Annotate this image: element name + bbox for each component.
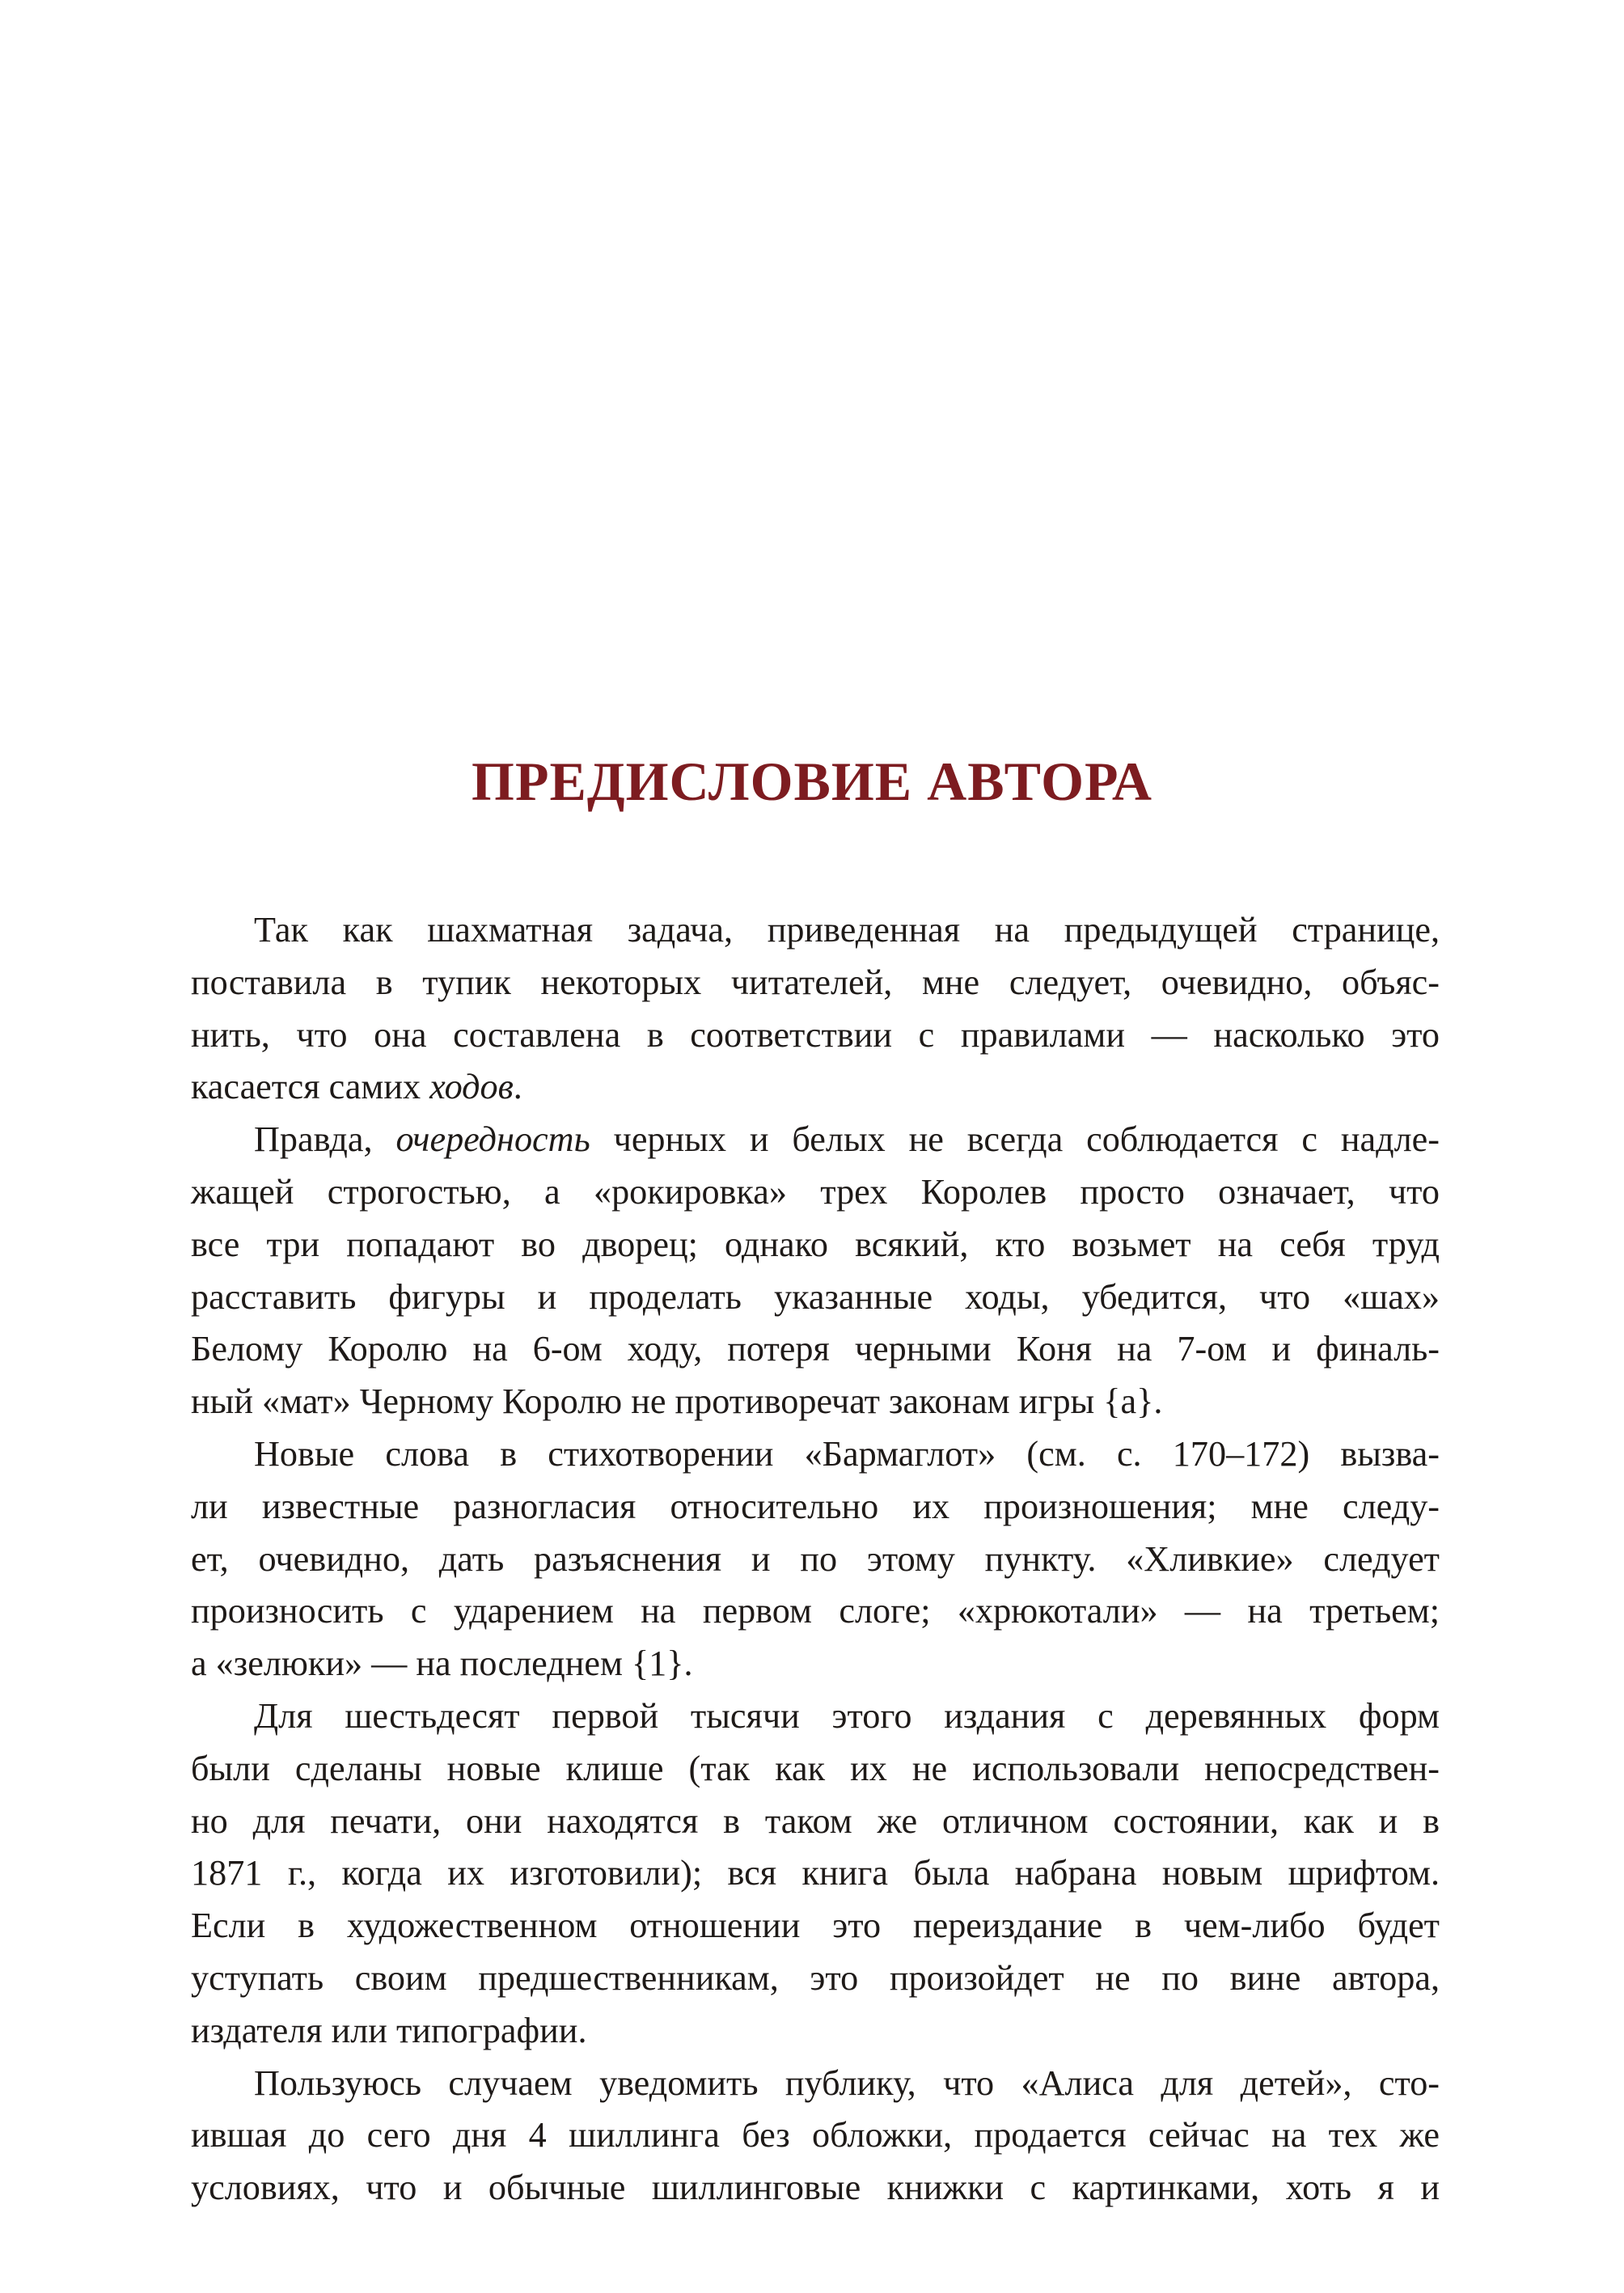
text-line: Так как шахматная задача, приведенная на предыдущей странице, xyxy=(254,910,1440,950)
text-line: Для шестьдесят первой тысячи этого издания с деревянных форм xyxy=(254,1695,1440,1736)
text-line: Если в художественном отношении это переиздание в чем-либо будет xyxy=(191,1906,1440,1946)
text-segment: Правда, xyxy=(254,1119,373,1160)
text-line: Новые слова в стихотворении «Бармаглот» (см. с. 170–172) вызва- xyxy=(254,1433,1440,1474)
text-line: издателя или типографии. xyxy=(191,2010,587,2050)
text-line: ет, очевидно, дать разъяснения и по этому пункту. «Хливкие» следует xyxy=(191,1538,1440,1579)
text-line: произносить с ударением на первом слоге; «хрюкотали» — на третьем; xyxy=(191,1591,1440,1631)
text-line: но для печати, они находятся в таком же отличном состоянии, как и в xyxy=(191,1800,1440,1841)
preface-body xyxy=(191,904,1440,2215)
text-line: ли известные разногласия относительно их произношения; мне следу- xyxy=(191,1486,1440,1526)
text-line xyxy=(191,1114,1440,1166)
text-line: поставила в тупик некоторых читателей, мне следует, очевидно, объяс- xyxy=(191,962,1440,1002)
text-segment: черных и белых не всегда соблюдается с надле- xyxy=(613,1119,1440,1160)
text-line: нить, что она составлена в соответствии с правилами — насколько это xyxy=(191,1014,1440,1055)
text-line xyxy=(191,1061,1440,1114)
emphasis-text: очередность xyxy=(395,1119,590,1160)
text-line: уступать своим предшественникам, это произойдет не по вине автора, xyxy=(191,1957,1440,1998)
text-line: а «зелюки» — на последнем {1}. xyxy=(191,1644,693,1684)
text-line: все три попадают во дворец; однако всякий, кто возьмет на себя труд xyxy=(191,1224,1440,1264)
text-line: Пользуюсь случаем уведомить публику, что «Алиса для детей», сто- xyxy=(254,2062,1440,2103)
text-line: ный «мат» Черному Королю не противоречат законам игры {а}. xyxy=(191,1381,1163,1422)
text-line: расставить фигуры и проделать указанные ходы, убедится, что «шах» xyxy=(191,1276,1440,1317)
text-line: ившая до сего дня 4 шиллинга без обложки, продается сейчас на тех же xyxy=(191,2115,1440,2156)
text-line: Белому Королю на 6-ом ходу, потеря черными Коня на 7-ом и финаль- xyxy=(191,1329,1440,1369)
text-line: условиях, что и обычные шиллинговые книжки с картинками, хоть я и xyxy=(191,2168,1440,2208)
text-line: жащей строгостью, а «рокировка» трех Королев просто означает, что xyxy=(191,1171,1440,1212)
text-line: были сделаны новые клише (так как их не использовали непосредствен- xyxy=(191,1748,1440,1788)
text-segment: . xyxy=(513,1067,522,1107)
emphasis-text: ходов xyxy=(429,1067,514,1107)
text-segment: касается самих xyxy=(191,1067,421,1107)
page-title: ПРЕДИСЛОВИЕ АВТОРА xyxy=(472,751,1152,812)
text-line: 1871 г., когда их изготовили); вся книга была набрана новым шрифтом. xyxy=(191,1853,1440,1893)
